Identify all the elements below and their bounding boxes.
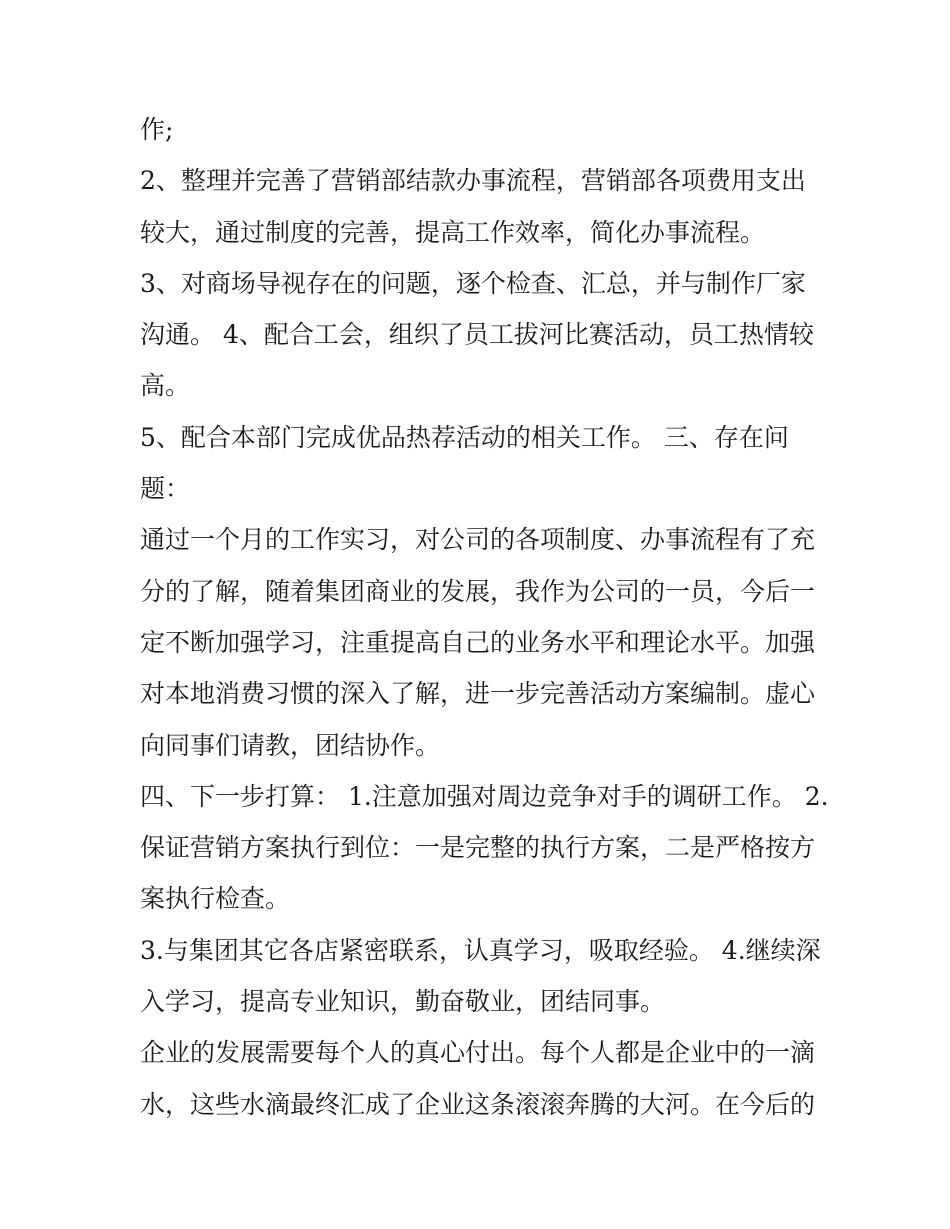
text-line: 案执行检查。 (140, 884, 291, 914)
text-line: 水，这些水滴最终汇成了企业这条滚滚奔腾的大河。在今后的 (140, 1089, 816, 1119)
text-line: 入学习，提高专业知识，勤奋敬业，团结同事。 (140, 987, 666, 1017)
text-line: 题： (140, 474, 191, 504)
text-line: 5、配合本部门完成优品热荐活动的相关工作。 三、存在问 (140, 422, 789, 452)
text-line: 高。 (140, 371, 191, 401)
text-line: 分的了解，随着集团商业的发展，我作为公司的一员，今后一 (140, 576, 816, 606)
text-line: 作; (140, 115, 174, 144)
text-line: 保证营销方案执行到位：一是完整的执行方案，二是严格按方 (140, 833, 816, 863)
text-line: 沟通。 4、配合工会，组织了员工拔河比赛活动，员工热情较 (140, 320, 814, 350)
text-line: 通过一个月的工作实习，对公司的各项制度、办事流程有了充 (140, 525, 816, 555)
text-line: 定不断加强学习，注重提高自己的业务水平和理论水平。加强 (140, 627, 816, 657)
text-line: 企业的发展需要每个人的真心付出。每个人都是企业中的一滴 (140, 1038, 816, 1068)
text-line: 较大，通过制度的完善，提高工作效率，简化办事流程。 (140, 217, 766, 247)
text-line: 3、对商场导视存在的问题，逐个检查、汇总，并与制作厂家 (140, 268, 806, 298)
text-line: 3.与集团其它各店紧密联系，认真学习，吸取经验。 4.继续深 (140, 935, 821, 965)
document-body (140, 104, 829, 1130)
text-line: 对本地消费习惯的深入了解，进一步完善活动方案编制。虚心 (140, 679, 816, 709)
text-line: 2、整理并完善了营销部结款办事流程，营销部各项费用支出 (140, 166, 806, 196)
text-line: 四、下一步打算： 1.注意加强对周边竞争对手的调研工作。 2. (140, 781, 829, 811)
text-line: 向同事们请教，团结协作。 (140, 730, 441, 760)
